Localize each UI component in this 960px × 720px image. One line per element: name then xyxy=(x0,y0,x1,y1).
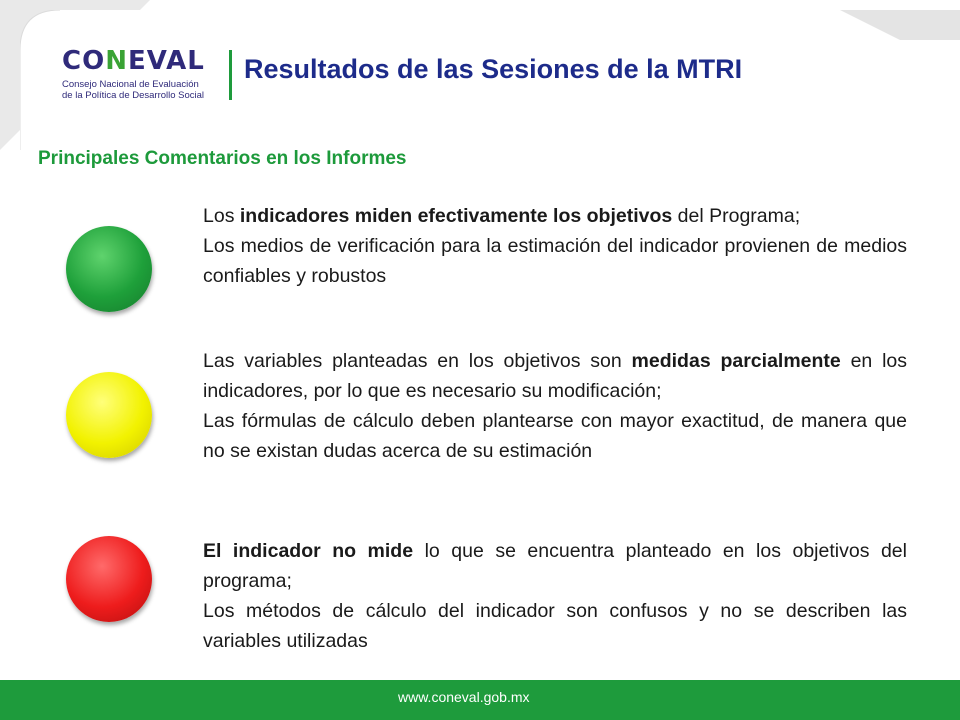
comment-paragraph: Los indicadores miden efectivamente los objetivos del Programa; xyxy=(203,205,801,227)
footer-url[interactable]: www.coneval.gob.mx xyxy=(398,689,530,705)
comment-paragraph: Los métodos de cálculo del indicador son confusos y no se describen las variables utilizadas xyxy=(203,600,907,652)
comment-paragraph: Las fórmulas de cálculo deben plantearse con mayor exactitud, de manera que no se existan dudas acerca de su estimación xyxy=(203,410,907,462)
yellow-light-icon xyxy=(66,372,152,458)
red-light-icon xyxy=(66,536,152,622)
comment-block-yellow xyxy=(203,346,907,466)
comment-paragraph: Las variables planteadas en los objetivos son medidas parcialmente en los indicadores, por lo que es necesario su modificación; xyxy=(203,350,908,402)
logo-subtitle: Consejo Nacional de Evaluación de la Política de Desarrollo Social xyxy=(62,79,205,101)
page-title: Resultados de las Sesiones de la MTRI xyxy=(244,54,743,84)
coneval-logo xyxy=(50,46,215,106)
comment-paragraph: Los medios de verificación para la estimación del indicador provienen de medios confiables y robustos xyxy=(203,235,907,287)
comment-block-green xyxy=(203,201,907,291)
section-subtitle: Principales Comentarios en los Informes xyxy=(38,148,407,169)
comment-paragraph: El indicador no mide lo que se encuentra planteado en los objetivos del programa; xyxy=(203,540,907,592)
green-light-icon xyxy=(66,226,152,312)
header-divider xyxy=(229,50,232,100)
comment-block-red xyxy=(203,536,907,656)
footer-bar xyxy=(0,680,960,720)
logo-wordmark: CONEVAL xyxy=(62,46,205,76)
